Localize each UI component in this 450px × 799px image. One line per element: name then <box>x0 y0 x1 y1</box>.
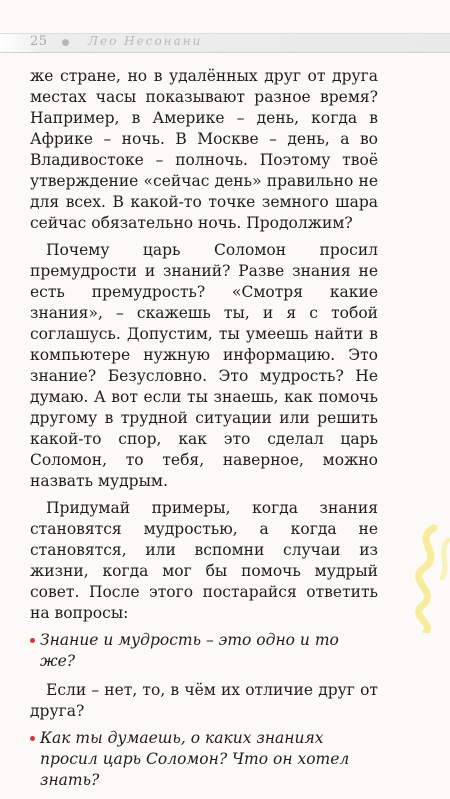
page-content <box>30 66 378 799</box>
paragraph-4: Если – нет, то, в чём их отличие друг от друга? <box>30 681 378 720</box>
page-header <box>0 0 450 56</box>
question-text-1: Знание и мудрость – это одно и то же? <box>40 631 339 670</box>
paragraph-1: же стране, но в удалённых друг от друга местах часы показывают разное время? Например, в Америке – день, когда в Африке – ночь. В Москве – день, а во Владивостоке – полночь. Поэтому твоё утверждение «сейчас день» правильно не для всех. В какой-то точке земного шара сейчас обязательно ночь. Продолжим? <box>30 67 378 232</box>
header-dot-icon <box>62 39 69 46</box>
question-item-1 <box>30 630 378 672</box>
question-item-2 <box>30 728 378 791</box>
paragraph-2: Почему царь Соломон просил премудрости и знаний? Разве знания не есть премудрость? «Смотря какие знания», – скажешь ты, и я с тобой соглашусь. Допустим, ты умеешь найти в компьютере нужную информацию. Это знание? Безусловно. Это мудрость? Не думаю. А вот если ты знаешь, как помочь другому в трудной ситуации или решить какой-то спор, как это сделал царь Соломон, то тебя, наверное, можно назвать мудрым. <box>30 241 378 490</box>
decorative-swirl-icon <box>404 520 450 633</box>
paragraph-3: Придумай примеры, когда знания становятся мудростью, а когда не становятся, или вспомни случаи из жизни, когда мог бы помочь мудрый совет. После этого постарайся ответить на вопросы: <box>30 499 378 622</box>
book-title: Лео Несонани <box>88 34 203 48</box>
bullet-icon <box>30 638 35 643</box>
question-text-2: Как ты думаешь, о каких знаниях просил царь Соломон? Что он хотел знать? <box>40 729 350 789</box>
bullet-icon <box>30 736 35 741</box>
page-number: 25 <box>30 34 48 49</box>
